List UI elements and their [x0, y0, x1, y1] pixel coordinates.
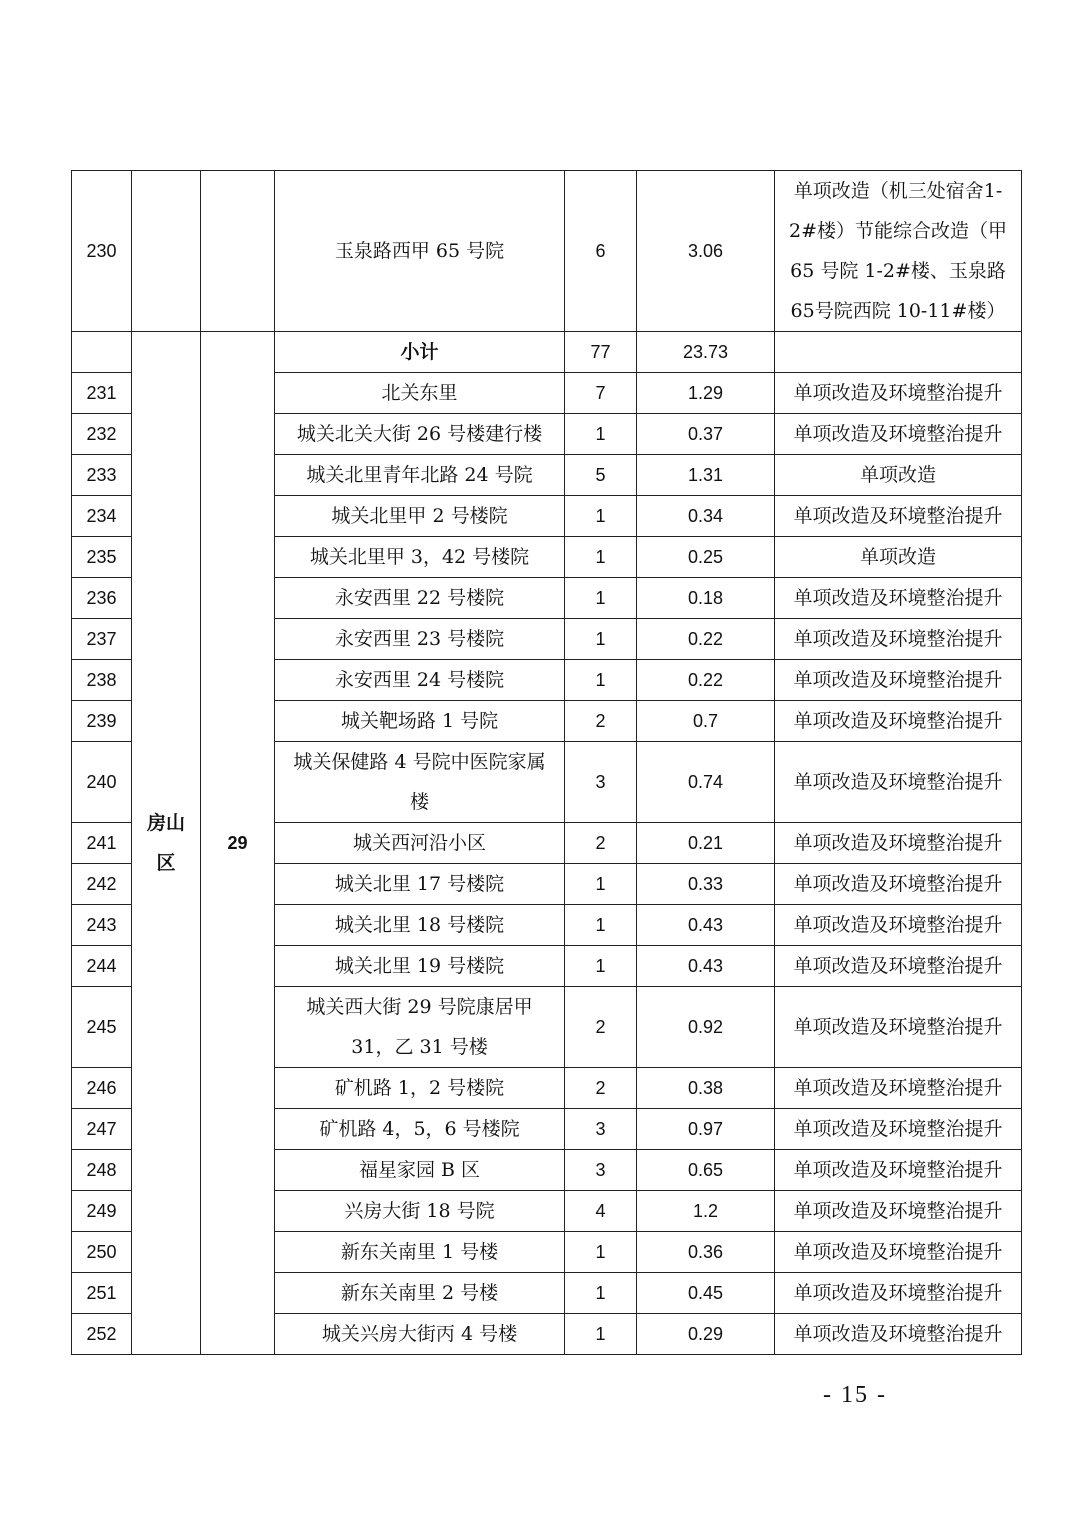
district-name: 房山区: [132, 332, 201, 1355]
cell-area: 0.21: [637, 823, 775, 864]
cell-no: 242: [72, 864, 132, 905]
cell-no: 239: [72, 701, 132, 742]
cell-no: 244: [72, 946, 132, 987]
cell-content: 单项改造及环境整治提升: [775, 496, 1022, 537]
cell-name: 城关北里 17 号楼院: [275, 864, 565, 905]
cell-no: 243: [72, 905, 132, 946]
cell-count: 3: [565, 742, 637, 823]
subtotal-label: 小计: [275, 332, 565, 373]
cell-name: 新东关南里 2 号楼: [275, 1273, 565, 1314]
cell-content: 单项改造及环境整治提升: [775, 823, 1022, 864]
cell-no: 233: [72, 455, 132, 496]
cell-content: 单项改造（机三处宿舍1-2#楼）节能综合改造（甲65 号院 1-2#楼、玉泉路 65号院西院 10-11#楼）: [775, 171, 1022, 332]
cell-content: 单项改造及环境整治提升: [775, 742, 1022, 823]
subtotal-row: [72, 332, 1022, 373]
cell-area: 0.34: [637, 496, 775, 537]
cell-no: 235: [72, 537, 132, 578]
cell-count: 5: [565, 455, 637, 496]
cell-no: 241: [72, 823, 132, 864]
cell-no: 250: [72, 1232, 132, 1273]
cell-content: 单项改造: [775, 537, 1022, 578]
cell-content: 单项改造及环境整治提升: [775, 1232, 1022, 1273]
cell-no: 231: [72, 373, 132, 414]
cell-name: 玉泉路西甲 65 号院: [275, 171, 565, 332]
cell-area: 0.33: [637, 864, 775, 905]
cell-content: 单项改造及环境整治提升: [775, 373, 1022, 414]
cell-name: 城关靶场路 1 号院: [275, 701, 565, 742]
cell-name: 城关北里 19 号楼院: [275, 946, 565, 987]
cell-content: 单项改造及环境整治提升: [775, 1191, 1022, 1232]
district-count: 29: [201, 332, 275, 1355]
cell-no: [72, 332, 132, 373]
cell-content: 单项改造: [775, 455, 1022, 496]
cell-content: 单项改造及环境整治提升: [775, 1150, 1022, 1191]
cell-count: 3: [565, 1109, 637, 1150]
cell-no: 249: [72, 1191, 132, 1232]
cell-no: 238: [72, 660, 132, 701]
cell-count: 2: [565, 701, 637, 742]
cell-area: 0.37: [637, 414, 775, 455]
cell-content: 单项改造及环境整治提升: [775, 1068, 1022, 1109]
cell-area: 1.29: [637, 373, 775, 414]
cell-count: 1: [565, 619, 637, 660]
cell-content: 单项改造及环境整治提升: [775, 864, 1022, 905]
cell-no: 234: [72, 496, 132, 537]
cell-count: 1: [565, 537, 637, 578]
cell-content: 单项改造及环境整治提升: [775, 1273, 1022, 1314]
cell-count: 1: [565, 578, 637, 619]
cell-count: 2: [565, 1068, 637, 1109]
cell-name: 城关西河沿小区: [275, 823, 565, 864]
cell-area: 3.06: [637, 171, 775, 332]
cell-district-count: [201, 171, 275, 332]
cell-content: 单项改造及环境整治提升: [775, 578, 1022, 619]
cell-content: 单项改造及环境整治提升: [775, 619, 1022, 660]
cell-area: 0.74: [637, 742, 775, 823]
cell-area: 0.22: [637, 660, 775, 701]
subtotal-area: 23.73: [637, 332, 775, 373]
cell-count: 1: [565, 414, 637, 455]
cell-count: 1: [565, 496, 637, 537]
cell-count: 1: [565, 1273, 637, 1314]
cell-area: 0.38: [637, 1068, 775, 1109]
cell-content: 单项改造及环境整治提升: [775, 1109, 1022, 1150]
cell-name: 新东关南里 1 号楼: [275, 1232, 565, 1273]
cell-count: 1: [565, 864, 637, 905]
cell-name: 城关西大街 29 号院康居甲 31，乙 31 号楼: [275, 987, 565, 1068]
cell-name: 永安西里 23 号楼院: [275, 619, 565, 660]
cell-name: 北关东里: [275, 373, 565, 414]
cell-area: 1.31: [637, 455, 775, 496]
cell-content: 单项改造及环境整治提升: [775, 946, 1022, 987]
cell-count: 1: [565, 946, 637, 987]
cell-area: 0.18: [637, 578, 775, 619]
cell-no: 252: [72, 1314, 132, 1355]
cell-name: 永安西里 22 号楼院: [275, 578, 565, 619]
cell-count: 3: [565, 1150, 637, 1191]
cell-area: 0.22: [637, 619, 775, 660]
cell-name: 城关兴房大街丙 4 号楼: [275, 1314, 565, 1355]
subtotal-content: [775, 332, 1022, 373]
cell-count: 2: [565, 823, 637, 864]
cell-content: 单项改造及环境整治提升: [775, 905, 1022, 946]
cell-district: [132, 171, 201, 332]
cell-no: 237: [72, 619, 132, 660]
cell-no: 251: [72, 1273, 132, 1314]
cell-area: 0.25: [637, 537, 775, 578]
cell-count: 1: [565, 1314, 637, 1355]
cell-area: 0.65: [637, 1150, 775, 1191]
cell-name: 矿机路 1，2 号楼院: [275, 1068, 565, 1109]
cell-content: 单项改造及环境整治提升: [775, 701, 1022, 742]
project-table: [71, 170, 1022, 1355]
cell-no: 236: [72, 578, 132, 619]
cell-name: 城关保健路 4 号院中医院家属楼: [275, 742, 565, 823]
cell-count: 1: [565, 660, 637, 701]
cell-area: 0.43: [637, 946, 775, 987]
cell-no: 247: [72, 1109, 132, 1150]
cell-count: 7: [565, 373, 637, 414]
cell-name: 城关北里 18 号楼院: [275, 905, 565, 946]
subtotal-count: 77: [565, 332, 637, 373]
cell-area: 0.29: [637, 1314, 775, 1355]
cell-no: 232: [72, 414, 132, 455]
cell-name: 城关北里青年北路 24 号院: [275, 455, 565, 496]
cell-no: 245: [72, 987, 132, 1068]
table-body: [72, 171, 1022, 1355]
cell-area: 0.43: [637, 905, 775, 946]
cell-content: 单项改造及环境整治提升: [775, 414, 1022, 455]
cell-no: 230: [72, 171, 132, 332]
cell-area: 0.97: [637, 1109, 775, 1150]
cell-count: 6: [565, 171, 637, 332]
cell-no: 248: [72, 1150, 132, 1191]
cell-area: 0.92: [637, 987, 775, 1068]
cell-no: 240: [72, 742, 132, 823]
cell-content: 单项改造及环境整治提升: [775, 660, 1022, 701]
cell-no: 246: [72, 1068, 132, 1109]
page-number: - 15 -: [823, 1382, 887, 1408]
cell-content: 单项改造及环境整治提升: [775, 1314, 1022, 1355]
cell-count: 1: [565, 1232, 637, 1273]
cell-count: 4: [565, 1191, 637, 1232]
cell-area: 0.7: [637, 701, 775, 742]
cell-area: 0.45: [637, 1273, 775, 1314]
cell-name: 城关北里甲 3，42 号楼院: [275, 537, 565, 578]
cell-name: 福星家园 B 区: [275, 1150, 565, 1191]
cell-name: 城关北里甲 2 号楼院: [275, 496, 565, 537]
cell-area: 0.36: [637, 1232, 775, 1273]
cell-name: 城关北关大街 26 号楼建行楼: [275, 414, 565, 455]
cell-content: 单项改造及环境整治提升: [775, 987, 1022, 1068]
cell-count: 2: [565, 987, 637, 1068]
cell-area: 1.2: [637, 1191, 775, 1232]
cell-name: 永安西里 24 号楼院: [275, 660, 565, 701]
table-row: [72, 171, 1022, 332]
cell-name: 矿机路 4，5，6 号楼院: [275, 1109, 565, 1150]
cell-name: 兴房大街 18 号院: [275, 1191, 565, 1232]
cell-count: 1: [565, 905, 637, 946]
